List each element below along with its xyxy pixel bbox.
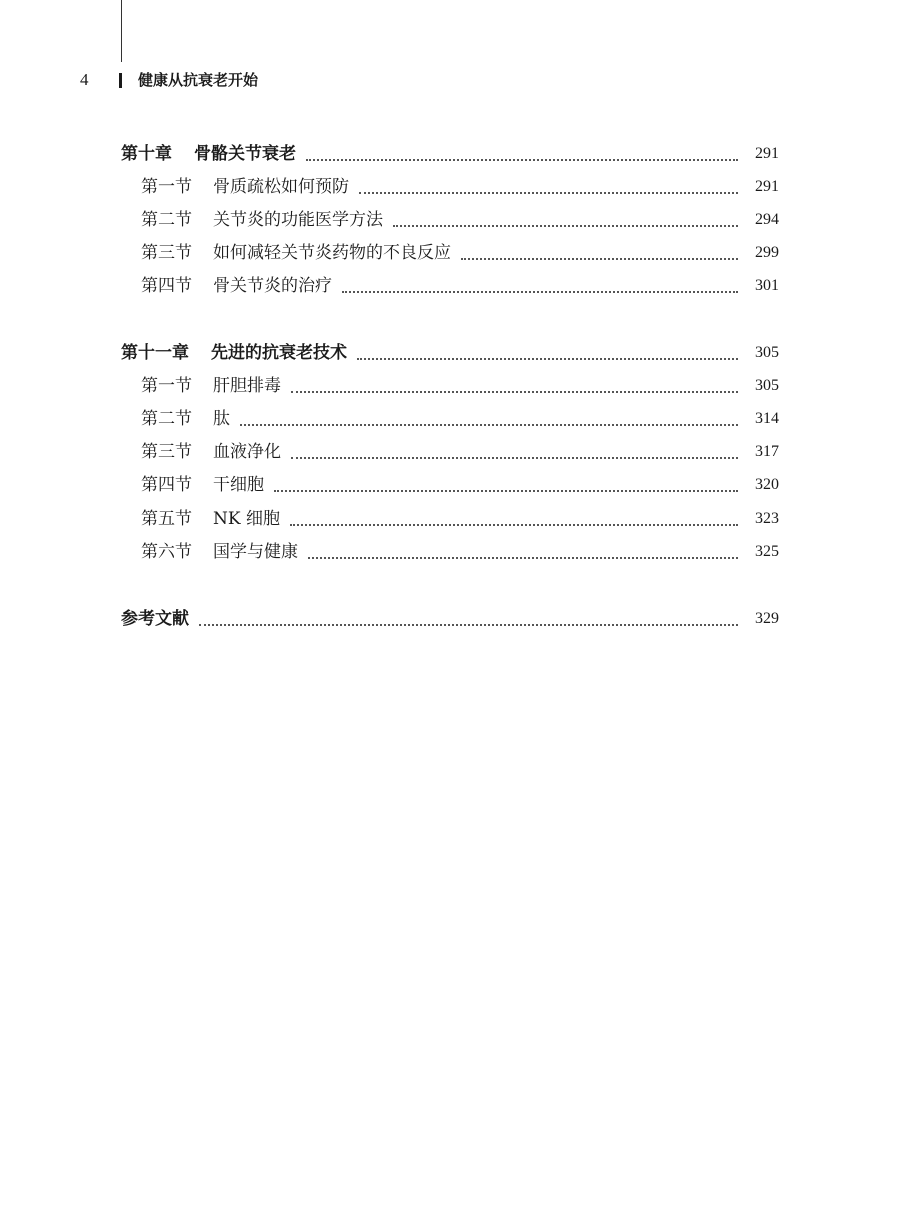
header-separator-bar — [119, 73, 122, 88]
page-ref: 305 — [755, 344, 779, 361]
section-number: 第二节 — [141, 210, 192, 230]
toc-entry-label — [141, 205, 383, 235]
references-title: 参考文献 — [121, 609, 189, 629]
toc-entry-label — [141, 537, 298, 567]
toc-section[interactable] — [0, 404, 900, 434]
section-title: 如何减轻关节炎药物的不良反应 — [213, 243, 451, 263]
section-title: 干细胞 — [213, 475, 264, 495]
toc-entry-label — [141, 504, 280, 534]
section-title: 国学与健康 — [213, 542, 298, 562]
dot-leader — [291, 457, 738, 459]
dot-leader — [308, 557, 738, 559]
toc-entry-label — [141, 404, 230, 434]
page-ref: 325 — [755, 543, 779, 560]
toc-section[interactable] — [0, 172, 900, 202]
section-title: 骨质疏松如何预防 — [213, 177, 349, 197]
page-ref: 314 — [755, 410, 779, 427]
running-header — [0, 68, 900, 92]
dot-leader — [359, 192, 738, 194]
section-number: 第一节 — [141, 376, 192, 396]
section-number: 第三节 — [141, 442, 192, 462]
margin-rule — [121, 0, 122, 62]
dot-leader — [290, 524, 738, 526]
page-number: 4 — [80, 70, 89, 89]
section-title: 肝胆排毒 — [213, 376, 281, 396]
section-number: 第三节 — [141, 243, 192, 263]
toc-section[interactable] — [0, 537, 900, 567]
dot-leader — [357, 358, 738, 360]
page-ref: 291 — [755, 145, 779, 162]
toc-entry-label — [141, 470, 264, 500]
toc-entry-label — [141, 437, 281, 467]
chapter-number: 第十一章 — [121, 343, 189, 363]
section-number: 第四节 — [141, 475, 192, 495]
toc-entry-label — [141, 271, 332, 301]
toc-chapter-10[interactable] — [0, 139, 900, 169]
page-ref: 317 — [755, 443, 779, 460]
section-number: 第四节 — [141, 276, 192, 296]
dot-leader — [291, 391, 738, 393]
page-ref: 320 — [755, 476, 779, 493]
page-ref: 305 — [755, 377, 779, 394]
toc-entry-label — [141, 172, 349, 202]
dot-leader — [342, 291, 738, 293]
section-title: NK 细胞 — [213, 509, 280, 529]
chapter-title: 骨骼关节衰老 — [194, 144, 296, 164]
toc-section[interactable] — [0, 470, 900, 500]
toc-entry-label — [141, 371, 281, 401]
page-ref: 291 — [755, 178, 779, 195]
section-title: 关节炎的功能医学方法 — [213, 210, 383, 230]
section-number: 第二节 — [141, 409, 192, 429]
dot-leader — [274, 490, 738, 492]
page-ref: 301 — [755, 277, 779, 294]
chapter-number: 第十章 — [121, 144, 172, 164]
toc-section[interactable] — [0, 371, 900, 401]
toc-chapter-11[interactable] — [0, 338, 900, 368]
section-title: 肽 — [213, 409, 230, 429]
section-title: 血液净化 — [213, 442, 281, 462]
toc-section[interactable] — [0, 271, 900, 301]
toc-section[interactable] — [0, 437, 900, 467]
dot-leader — [240, 424, 738, 426]
dot-leader — [461, 258, 738, 260]
toc-section[interactable] — [0, 504, 900, 534]
dot-leader — [393, 225, 738, 227]
toc-entry-label — [121, 338, 347, 368]
chapter-title: 先进的抗衰老技术 — [211, 343, 347, 363]
dot-leader — [199, 624, 738, 626]
page-ref: 299 — [755, 244, 779, 261]
toc-section[interactable] — [0, 205, 900, 235]
section-number: 第六节 — [141, 542, 192, 562]
book-title: 健康从抗衰老开始 — [138, 71, 259, 89]
toc-references[interactable] — [0, 604, 900, 634]
page-ref: 323 — [755, 510, 779, 527]
toc-section[interactable] — [0, 238, 900, 268]
dot-leader — [306, 159, 738, 161]
toc-entry-label — [141, 238, 451, 268]
section-title: 骨关节炎的治疗 — [213, 276, 332, 296]
section-number: 第一节 — [141, 177, 192, 197]
page-ref: 329 — [755, 610, 779, 627]
page-ref: 294 — [755, 211, 779, 228]
toc-entry-label — [121, 139, 296, 169]
section-number: 第五节 — [141, 509, 192, 529]
